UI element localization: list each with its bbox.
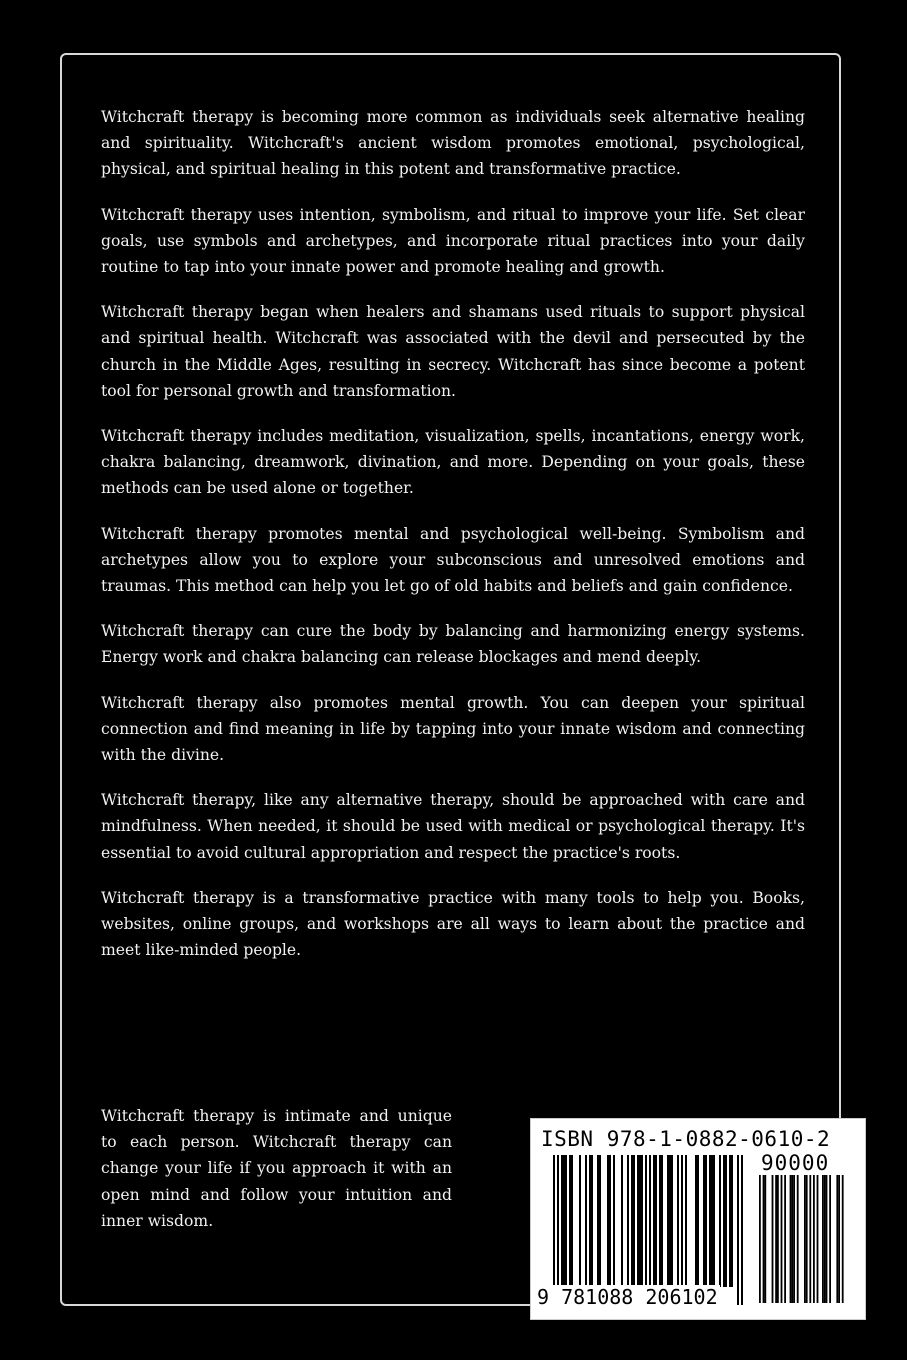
barcode-addon-bar	[829, 1175, 831, 1303]
barcode-addon-bar	[781, 1175, 783, 1303]
barcode-addon-bar	[793, 1175, 795, 1303]
barcode-addon-bar	[797, 1175, 799, 1303]
barcode-bar	[697, 1155, 699, 1287]
barcode-addon-icon	[757, 1175, 855, 1303]
barcode-bar	[677, 1155, 679, 1287]
barcode-addon-bar	[817, 1175, 819, 1303]
barcode-bar	[609, 1155, 611, 1287]
barcode-bar	[681, 1155, 683, 1287]
barcode-bar	[737, 1155, 739, 1305]
paragraph-9: Witchcraft therapy is a transformative practice with many tools to help you. Books, websites, online groups, and workshops are all ways to learn about the practice and meet like-minded people.	[101, 888, 805, 960]
barcode-bar	[613, 1155, 615, 1287]
barcode-bar	[641, 1155, 643, 1287]
isbn-barcode-block	[530, 1118, 866, 1320]
paragraph-6: Witchcraft therapy can cure the body by balancing and harmonizing energy systems. Energy work and chakra balancing can release blockages and mend deeply.	[101, 622, 805, 667]
barcode-bar	[637, 1155, 639, 1287]
barcode-bar	[585, 1155, 587, 1287]
barcode-addon-bar	[806, 1175, 808, 1303]
barcode-addon-digits: 90000	[761, 1151, 830, 1175]
barcode-bar	[719, 1155, 721, 1287]
barcode-addon-bar	[784, 1175, 786, 1303]
barcode-bar	[723, 1155, 725, 1287]
barcode-addon-bar	[822, 1175, 824, 1303]
barcode-bar	[597, 1155, 599, 1287]
barcode-bar	[713, 1155, 715, 1287]
barcode-bar	[669, 1155, 671, 1287]
barcode-bar	[711, 1155, 713, 1287]
barcode-bar	[725, 1155, 727, 1287]
barcode-addon-bar	[813, 1175, 815, 1303]
barcode-bar	[653, 1155, 655, 1287]
barcode-addon-bar	[772, 1175, 774, 1303]
back-cover-text	[101, 104, 805, 982]
barcode-bar	[571, 1155, 573, 1287]
barcode-bar	[569, 1155, 571, 1287]
paragraph-4: Witchcraft therapy includes meditation, visualization, spells, incantations, energy work, chakra balancing, dreamwork, divination, and more. Depending on your goals, these methods can be used alone or together.	[101, 427, 805, 498]
paragraph-5: Witchcraft therapy promotes mental and psychological well-being. Symbolism and archetypes allow you to explore your subconscious and unresolved emotions and traumas. This method can help you let go of old habits and beliefs and gain confidence.	[101, 524, 805, 596]
barcode-bar	[667, 1155, 669, 1287]
barcode-digits: 9 781088 206102	[537, 1285, 718, 1309]
barcode-bar	[621, 1155, 623, 1287]
barcode-addon-bar	[826, 1175, 828, 1303]
barcode-bar	[731, 1155, 733, 1287]
barcode-addon-bar	[763, 1175, 765, 1303]
barcode-addon-bar	[809, 1175, 811, 1303]
barcode-bar	[561, 1155, 563, 1287]
barcode-bar	[659, 1155, 661, 1287]
barcode-addon-bar	[775, 1175, 777, 1303]
barcode-addon-bar	[759, 1175, 761, 1303]
barcode-bar	[557, 1155, 559, 1305]
barcode-bar	[685, 1155, 687, 1287]
barcode-bar	[607, 1155, 609, 1287]
barcode-addon-bar	[790, 1175, 792, 1303]
barcode-bar	[709, 1155, 711, 1287]
barcode-bar	[705, 1155, 707, 1287]
barcode-addon-bar	[838, 1175, 840, 1303]
paragraph-final: Witchcraft therapy is intimate and unique to each person. Witchcraft therapy can change your life if you approach it with an open mind and follow your intuition and inner wisdom.	[101, 1107, 452, 1230]
barcode-addon-bar	[804, 1175, 806, 1303]
paragraph-1: Witchcraft therapy is becoming more common as individuals seek alternative healing and spirituality. Witchcraft's ancient wisdom promotes emotional, psychological, physical, and spiritual healing in this potent and transformative practice.	[101, 108, 805, 179]
paragraph-7: Witchcraft therapy also promotes mental growth. You can deepen your spiritual connection and find meaning in life by tapping into your innate wisdom and connecting with the divine.	[101, 693, 805, 765]
paragraph-2: Witchcraft therapy uses intention, symbolism, and ritual to improve your life. Set clear goals, use symbols and archetypes, and incorporate ritual practices into your daily routine to tap into your innate power and promote healing and growth.	[101, 205, 805, 277]
barcode-bar	[695, 1155, 697, 1287]
barcode-addon-bar	[777, 1175, 779, 1303]
paragraph-3: Witchcraft therapy began when healers and shamans used rituals to support physical and spiritual health. Witchcraft was associated with the devil and persecuted by the church in the Middle Ages, resulting in secrecy. Witchcraft has since become a potent tool for personal growth and transformation.	[101, 303, 805, 400]
barcode-bar	[627, 1155, 629, 1287]
barcode-bar	[645, 1155, 647, 1305]
barcode-icon	[543, 1155, 749, 1305]
barcode-bar	[631, 1155, 633, 1287]
barcode-bar	[599, 1155, 601, 1287]
barcode-bar	[649, 1155, 651, 1305]
barcode-addon-bar	[842, 1175, 844, 1303]
barcode-bar	[639, 1155, 641, 1287]
barcode-bar	[565, 1155, 567, 1287]
barcode-bar	[589, 1155, 591, 1287]
paragraph-8: Witchcraft therapy, like any alternative therapy, should be approached with care and mindfulness. When needed, it should be used with medical or psychological therapy. It's essential to avoid cultural appropriation and respect the practice's roots.	[101, 791, 805, 862]
barcode-bar	[729, 1155, 731, 1287]
barcode-bar	[661, 1155, 663, 1287]
barcode-bar	[579, 1155, 581, 1287]
barcode-bar	[563, 1155, 565, 1287]
barcode-bar	[741, 1155, 743, 1305]
barcode-bar	[703, 1155, 705, 1287]
isbn-label: ISBN 978-1-0882-0610-2	[541, 1127, 831, 1151]
barcode-bar	[633, 1155, 635, 1287]
barcode-addon-bar	[764, 1175, 766, 1303]
barcode-bar	[553, 1155, 555, 1305]
barcode-bar	[655, 1155, 657, 1287]
barcode-addon-bar	[836, 1175, 838, 1303]
barcode-bar	[671, 1155, 673, 1287]
barcode-bar	[591, 1155, 593, 1287]
barcode-addon-bar	[824, 1175, 826, 1303]
barcode-addon-bar	[791, 1175, 793, 1303]
